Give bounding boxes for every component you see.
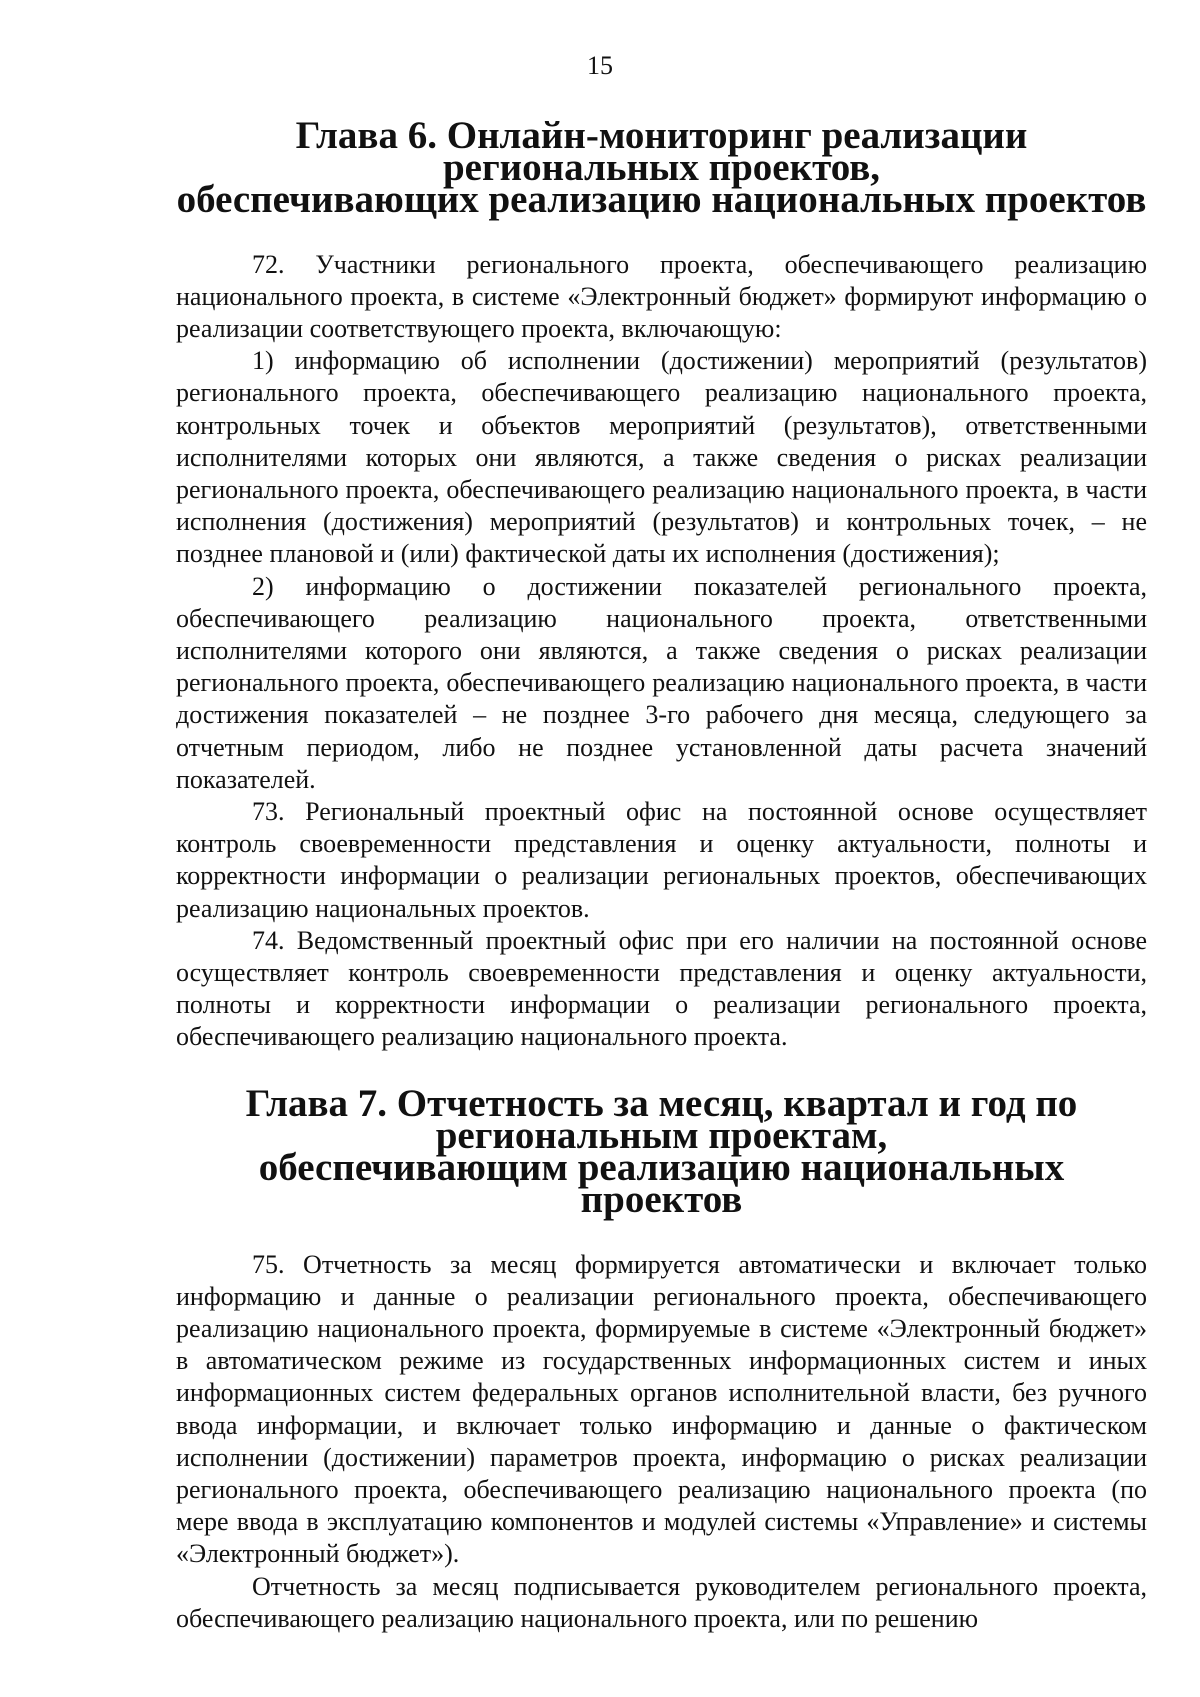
chapter-6-title-line-1: Глава 6. Онлайн-мониторинг реализации региональных проектов, <box>295 114 1028 190</box>
paragraph-72: 72. Участники регионального проекта, обеспечивающего реализацию национального проекта, в системе «Электронный бюджет» формируют информацию о реализации соответствующего проекта, включающую: <box>176 249 1147 344</box>
paragraph-73: 73. Региональный проектный офис на постоянной основе осуществляет контроль своевременности представления и оценку актуальности, полноты и корректности информации о реализации региональных проектов, обеспечивающих реализацию национальных проектов. <box>176 797 1147 923</box>
document-body <box>176 114 1147 1635</box>
chapter-6-heading <box>176 114 1147 222</box>
page-number: 15 <box>587 51 613 80</box>
paragraph-75-continuation: Отчетность за месяц подписывается руководителем регионального проекта, обеспечивающего реализацию национального проекта, или по решению <box>176 1571 1147 1633</box>
paragraph-72-item-1: 1) информацию об исполнении (достижении) мероприятий (результатов) регионального проекта, обеспечивающего реализацию национального проекта, контрольных точек и объектов мероприятий (результатов), ответственными исполнителями которых они являются, а также сведения о рисках реализации регионального проекта, обеспечивающего реализацию национального проекта, в части исполнения (достижения) мероприятий (результатов) и контрольных точек, – не позднее плановой и (или) фактической даты их исполнения (достижения); <box>176 346 1147 569</box>
chapter-6-title-line-2: обеспечивающих реализацию национальных проектов <box>176 178 1147 222</box>
paragraph-74: 74. Ведомственный проектный офис при его наличии на постоянной основе осуществляет контроль своевременности представления и оценку актуальности, полноты и корректности информации о реализации регионального проекта, обеспечивающего реализацию национального проекта. <box>176 925 1147 1052</box>
chapter-7-title-line-1: Глава 7. Отчетность за месяц, квартал и год по региональным проектам, <box>245 1081 1078 1157</box>
chapter-7-title-line-2: обеспечивающим реализацию национальных проектов <box>258 1146 1065 1222</box>
paragraph-72-item-2: 2) информацию о достижении показателей регионального проекта, обеспечивающего реализацию национального проекта, ответственными исполнителями которого они являются, а также сведения о рисках реализации регионального проекта, обеспечивающего реализацию национального проекта, в части достижения показателей – не позднее 3-го рабочего дня месяца, следующего за отчетным периодом, либо не позднее установленной даты расчета значений показателей. <box>176 571 1147 794</box>
paragraph-75: 75. Отчетность за месяц формируется автоматически и включает только информацию и данные о реализации регионального проекта, обеспечивающего реализацию национального проекта, формируемые в системе «Электронный бюджет» в автоматическом режиме из государственных информационных систем и иных информационных систем федеральных органов исполнительной власти, без ручного ввода информации, и включает только информацию и данные о фактическом исполнении (достижении) параметров проекта, информацию о рисках реализации регионального проекта, обеспечивающего реализацию национального проекта (по мере ввода в эксплуатацию компонентов и модулей системы «Управление» и системы «Электронный бюджет»). <box>176 1249 1147 1569</box>
chapter-7-heading <box>176 1081 1147 1222</box>
